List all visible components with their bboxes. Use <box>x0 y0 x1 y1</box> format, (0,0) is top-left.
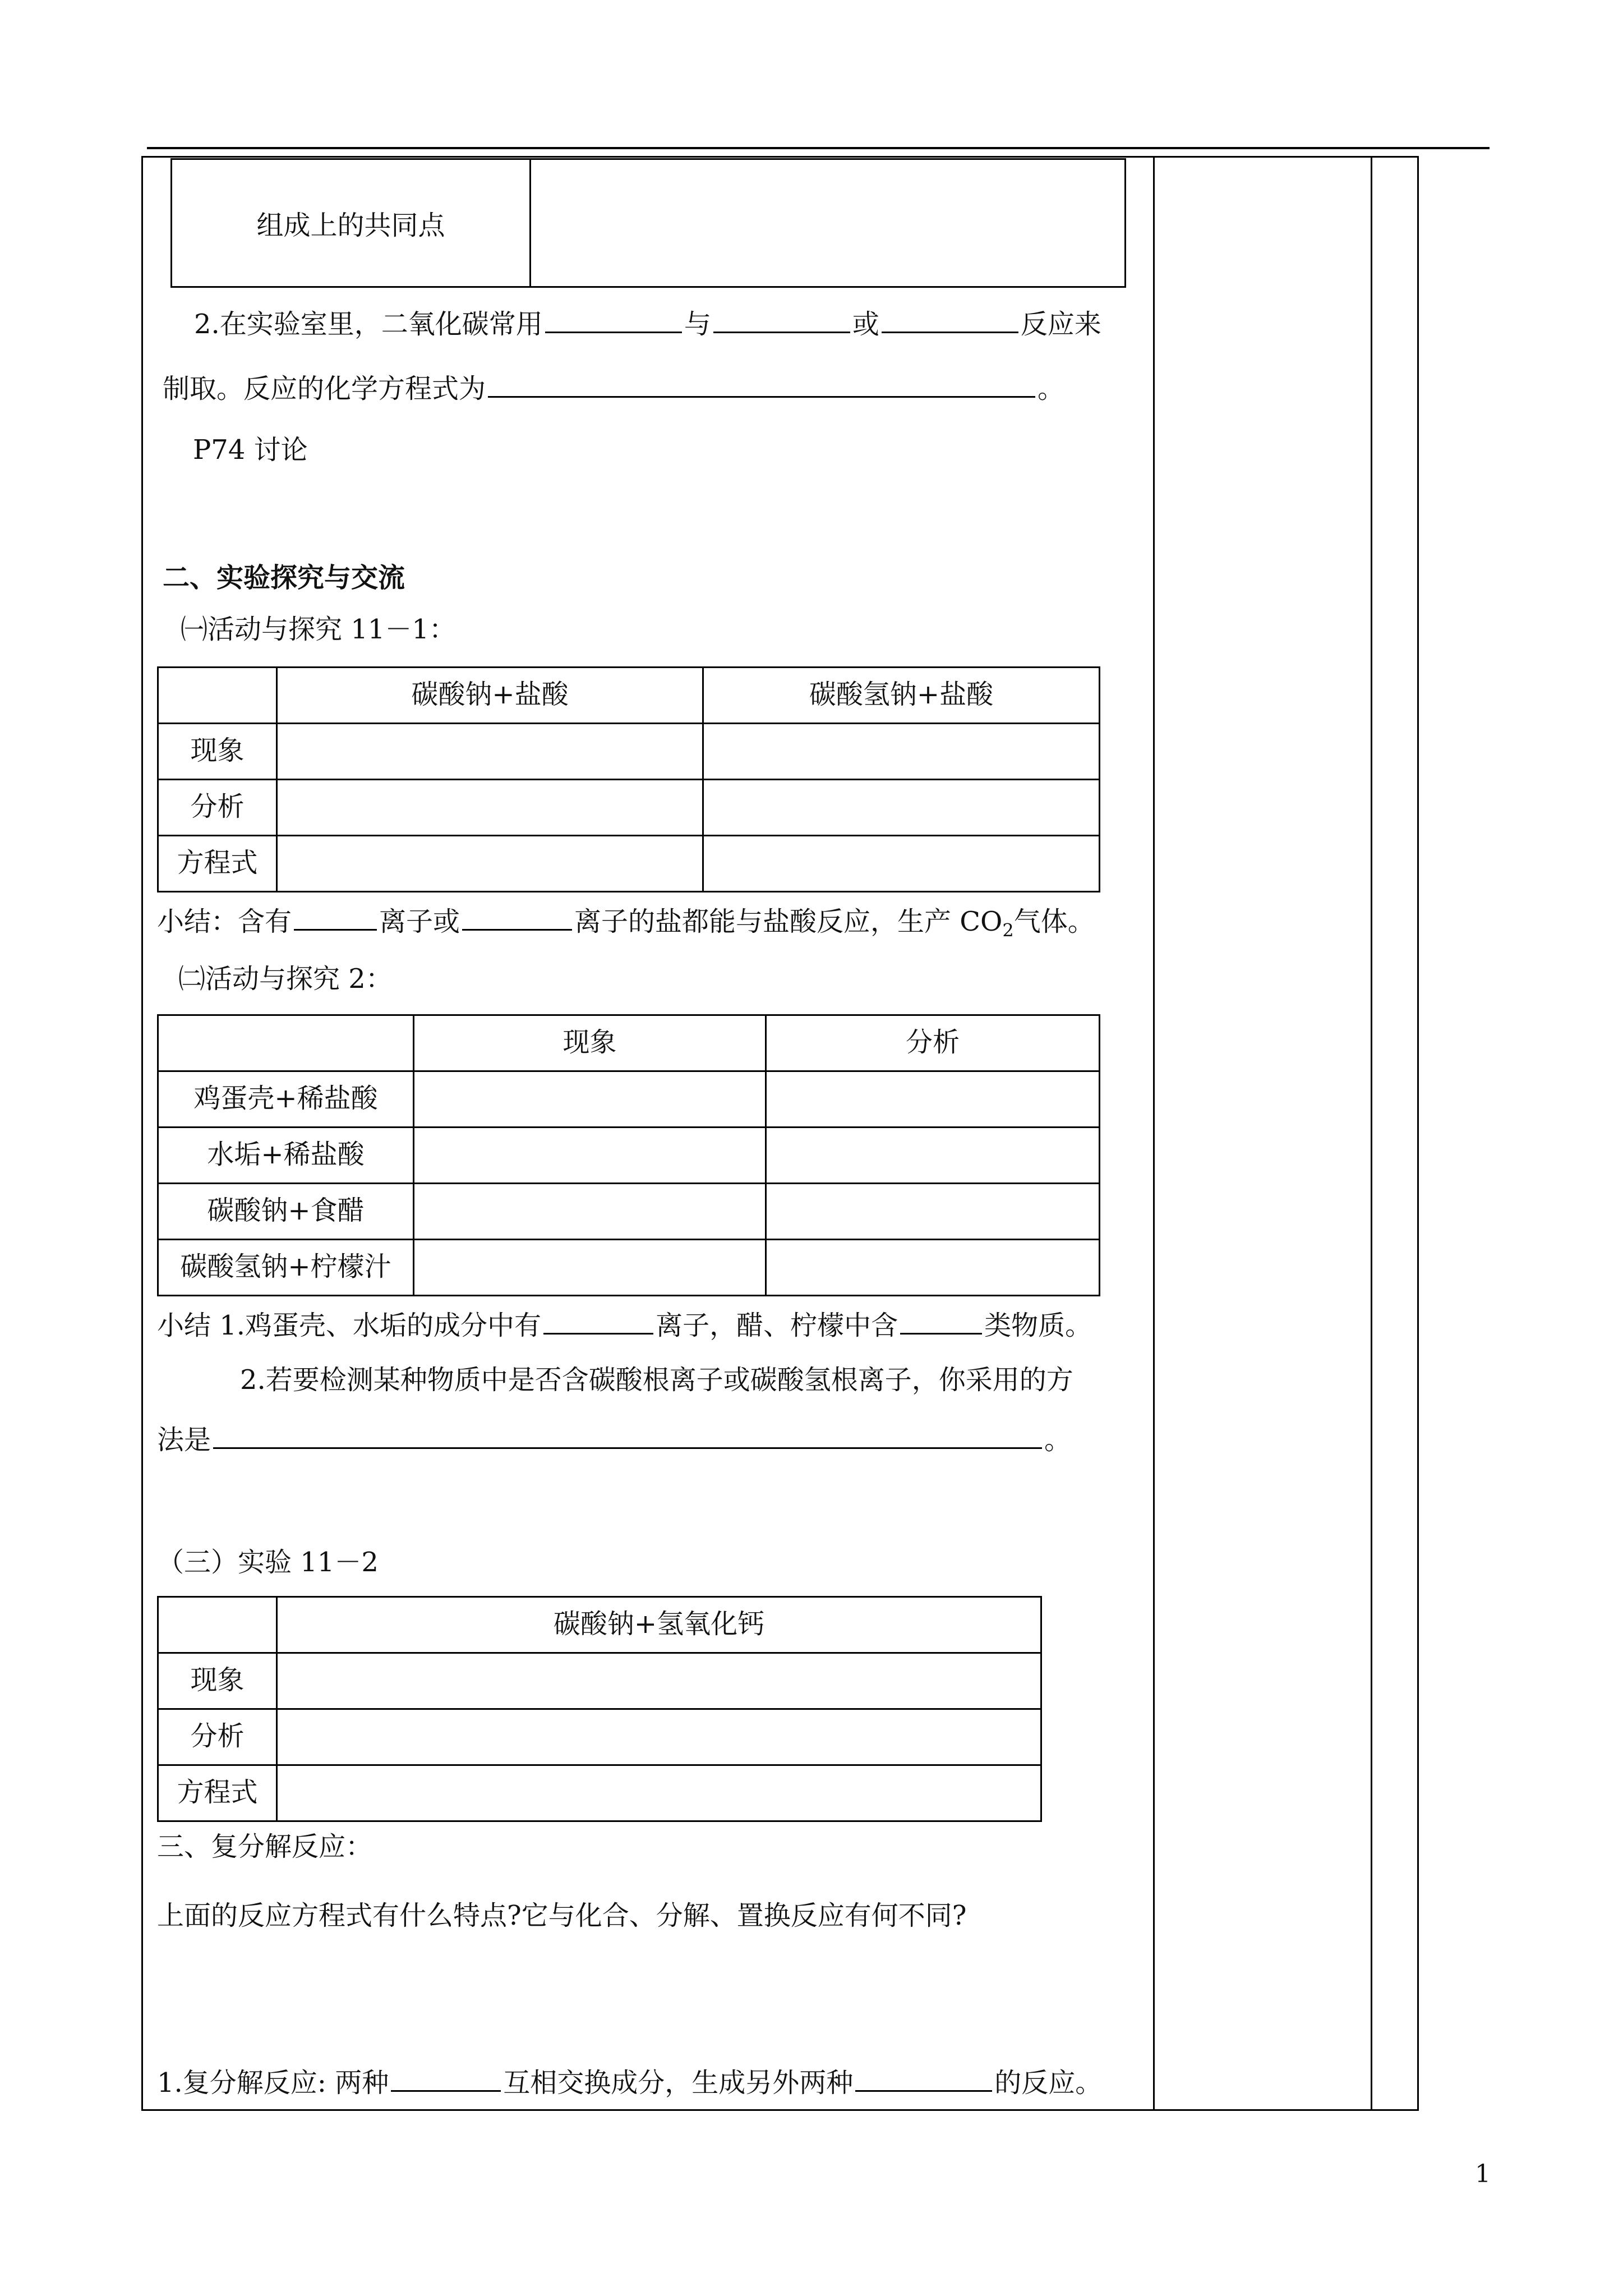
activity1-cell[interactable] <box>277 724 703 780</box>
activity2-cell[interactable] <box>766 1184 1100 1240</box>
definition-text-c: 的反应。 <box>994 2067 1103 2099</box>
blank-3[interactable] <box>882 306 1018 333</box>
activity1-row-label: 分析 <box>158 780 277 836</box>
activity2-cell[interactable] <box>414 1128 766 1184</box>
activity1-header-0 <box>158 668 277 724</box>
blank-9[interactable] <box>213 1421 1042 1449</box>
activity2-row-label: 碳酸钠+食醋 <box>158 1184 414 1240</box>
activity2-cell[interactable] <box>766 1128 1100 1184</box>
blank-7[interactable] <box>543 1307 653 1335</box>
activity2-cell[interactable] <box>414 1184 766 1240</box>
activity1-header-1: 碳酸钠+盐酸 <box>277 668 703 724</box>
experiment3-header-1: 碳酸钠+氢氧化钙 <box>277 1597 1041 1653</box>
experiment3-row-label: 分析 <box>158 1709 277 1765</box>
experiment3-row-label: 方程式 <box>158 1765 277 1821</box>
q2-line2 <box>163 370 1064 406</box>
summary2-text-a: 小结 1.鸡蛋壳、水垢的成分中有 <box>157 1310 542 1341</box>
activity1-cell[interactable] <box>703 724 1100 780</box>
activity2-cell[interactable] <box>414 1071 766 1128</box>
activity1-row-label: 现象 <box>158 724 277 780</box>
activity1-cell[interactable] <box>277 836 703 892</box>
activity2-row-label: 碳酸氢钠+柠檬汁 <box>158 1240 414 1296</box>
activity1-cell[interactable] <box>703 780 1100 836</box>
blank-6[interactable] <box>462 903 572 931</box>
frame-divider-2 <box>1371 156 1372 2111</box>
blank-2[interactable] <box>713 306 850 333</box>
experiment3-header-0 <box>158 1597 277 1653</box>
experiment3-row-label: 现象 <box>158 1653 277 1709</box>
section3-title: 三、复分解反应： <box>157 1831 373 1862</box>
q2-line1 <box>194 306 1101 341</box>
definition-text-a: 1.复分解反应: 两种 <box>157 2067 389 2099</box>
p74-discussion: P74 讨论 <box>193 434 308 466</box>
summary1-text-b: 离子或 <box>379 906 460 937</box>
summary2-text-b: 离子，醋、柠檬中含 <box>656 1310 898 1341</box>
blank-4[interactable] <box>488 370 1035 398</box>
experiment3-cell[interactable] <box>277 1765 1041 1821</box>
blank-5[interactable] <box>294 903 377 931</box>
experiment3-cell[interactable] <box>277 1653 1041 1709</box>
summary2-text-d: 法是 <box>157 1424 211 1456</box>
q2-text-d: 反应来 <box>1020 309 1101 340</box>
summary2-line3 <box>157 1421 1071 1457</box>
activity1-header-2: 碳酸氢钠+盐酸 <box>703 668 1100 724</box>
activity2-cell[interactable] <box>766 1071 1100 1128</box>
activity2-row-label: 水垢+稀盐酸 <box>158 1128 414 1184</box>
question-text: 上面的反应方程式有什么特点?它与化合、分解、置换反应有何不同? <box>157 1900 967 1931</box>
activity2-header-0 <box>158 1015 414 1071</box>
definition-text-b: 互相交换成分，生成另外两种 <box>503 2067 854 2099</box>
activity1-cell[interactable] <box>277 780 703 836</box>
activity2-table <box>157 1014 1100 1296</box>
blank-1[interactable] <box>545 306 682 333</box>
experiment3-title: （三）实验 11－2 <box>157 1547 379 1578</box>
composition-table <box>170 158 1126 288</box>
frame-divider-1 <box>1153 156 1155 2111</box>
q2-text-b: 与 <box>684 309 711 340</box>
composition-label: 组成上的共同点 <box>172 159 531 287</box>
activity1-table <box>157 666 1100 892</box>
blank-11[interactable] <box>855 2064 992 2092</box>
blank-8[interactable] <box>900 1307 982 1335</box>
page-number: 1 <box>1475 2160 1491 2188</box>
activity2-header-2: 分析 <box>766 1015 1100 1071</box>
q2-text-a: 2.在实验室里，二氧化碳常用 <box>194 309 543 340</box>
header-rule <box>147 147 1490 149</box>
activity1-row-label: 方程式 <box>158 836 277 892</box>
definition-line <box>157 2064 1102 2100</box>
composition-value[interactable] <box>531 159 1126 287</box>
summary1-text-a: 小结：含有 <box>157 906 292 937</box>
activity2-cell[interactable] <box>414 1240 766 1296</box>
summary2-text-e: 。 <box>1044 1424 1072 1456</box>
experiment3-cell[interactable] <box>277 1709 1041 1765</box>
activity2-title: ㈡活动与探究 2： <box>178 963 393 995</box>
summary2-line1 <box>157 1307 1092 1342</box>
activity1-title: ㈠活动与探究 11－1： <box>181 614 456 645</box>
q2-text-f: 。 <box>1038 373 1065 404</box>
summary1-text-d: 气体。 <box>1013 906 1095 937</box>
q2-text-e: 制取。反应的化学方程式为 <box>163 373 486 404</box>
activity2-header-1: 现象 <box>414 1015 766 1071</box>
activity2-row-label: 鸡蛋壳+稀盐酸 <box>158 1071 414 1128</box>
summary2-text-c: 类物质。 <box>984 1310 1092 1341</box>
blank-10[interactable] <box>391 2064 501 2092</box>
summary1-text-c: 离子的盐都能与盐酸反应，生产 CO <box>574 906 1003 937</box>
q2-text-c: 或 <box>852 309 879 340</box>
activity2-cell[interactable] <box>766 1240 1100 1296</box>
experiment3-table <box>157 1596 1042 1822</box>
activity1-cell[interactable] <box>703 836 1100 892</box>
summary2-line2: 2.若要检测某种物质中是否含碳酸根离子或碳酸氢根离子，你采用的方 <box>240 1364 1073 1396</box>
summary1 <box>157 903 1095 947</box>
summary1-subscript: 2 <box>1002 919 1014 941</box>
section2-title: 二、实验探究与交流 <box>163 562 405 593</box>
